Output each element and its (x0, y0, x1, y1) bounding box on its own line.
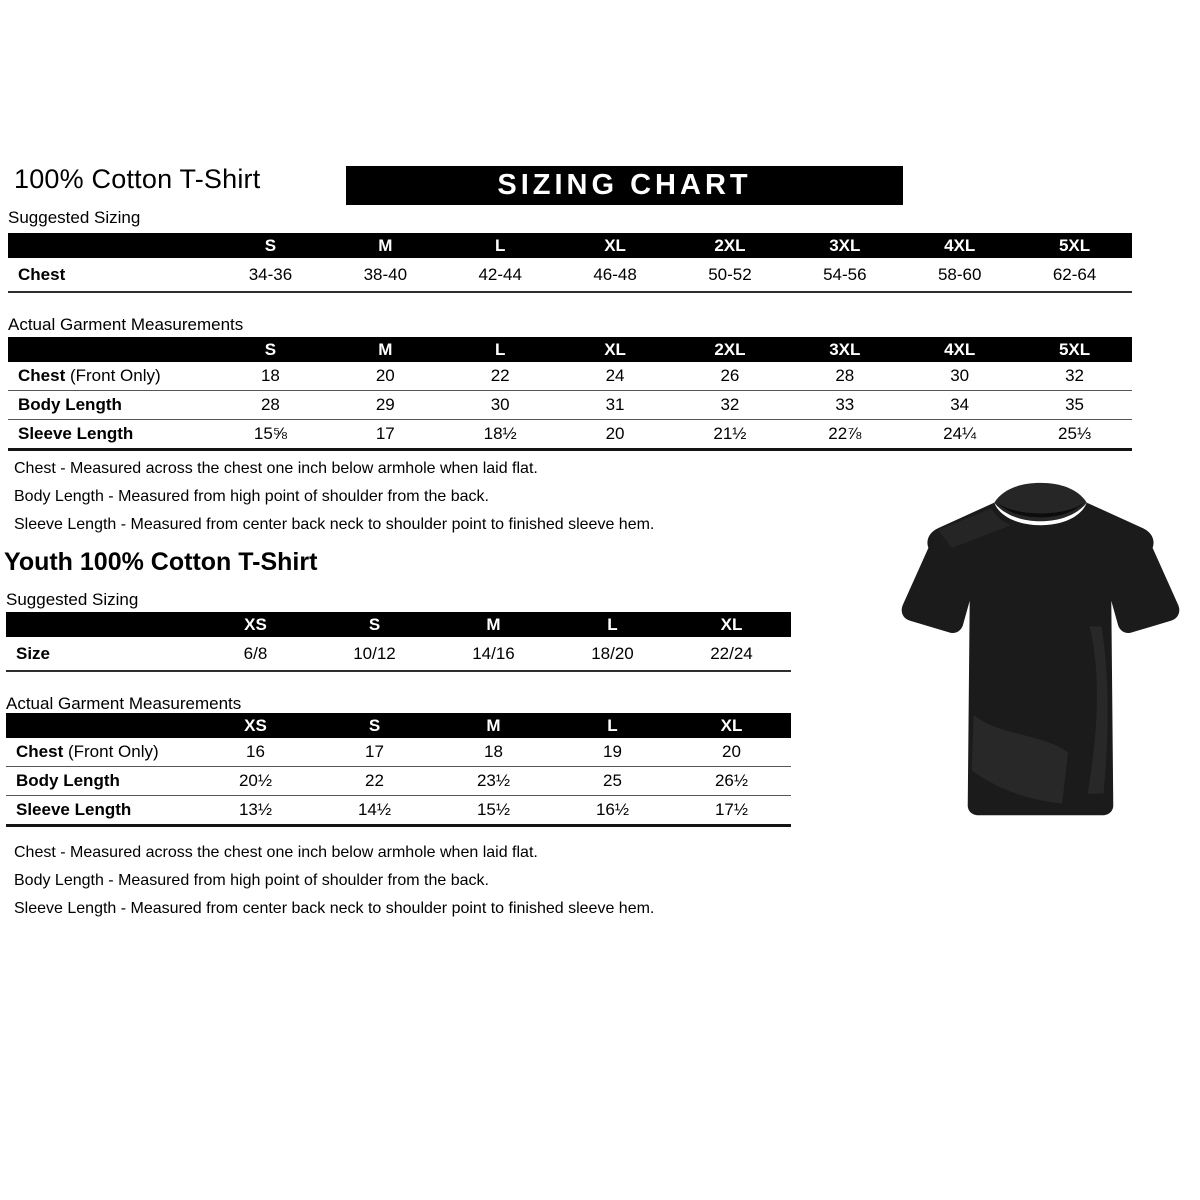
measurement-cell: 20½ (196, 767, 315, 796)
size-header: L (553, 713, 672, 738)
measurement-cell: 22 (315, 767, 434, 796)
size-header: M (434, 612, 553, 637)
size-header: S (315, 612, 434, 637)
measurement-cell: 19 (553, 738, 672, 767)
row-label (6, 767, 196, 796)
measurement-cell: 17½ (672, 796, 791, 826)
measurement-cell: 15⅝ (213, 420, 328, 450)
measurement-cell: 31 (558, 391, 673, 420)
chest-row (8, 362, 1132, 391)
size-header: XL (558, 337, 673, 362)
size-header: XL (672, 713, 791, 738)
measurement-cell: 32 (673, 391, 788, 420)
measurement-cell: 18/20 (553, 637, 672, 671)
black-t-shirt-image (893, 477, 1188, 835)
measurement-cell: 20 (558, 420, 673, 450)
measurement-cell: 23½ (434, 767, 553, 796)
size-header-row (8, 233, 1132, 258)
row-label-main: Chest (18, 366, 66, 385)
body-length-row (6, 767, 791, 796)
measurement-cell: 26 (673, 362, 788, 391)
size-header: 2XL (673, 233, 788, 258)
measurement-cell: 25 (553, 767, 672, 796)
row-label-main: Sleeve Length (16, 800, 132, 819)
size-header: L (443, 337, 558, 362)
size-header: 5XL (1017, 337, 1132, 362)
size-header: 4XL (902, 233, 1017, 258)
row-label: Size (6, 637, 196, 671)
measurement-cell: 13½ (196, 796, 315, 826)
row-label-suffix: (Front Only) (63, 742, 159, 761)
header-spacer (8, 233, 213, 258)
row-label-main: Sleeve Length (18, 424, 134, 443)
size-header-row (6, 713, 791, 738)
measurement-cell: 20 (672, 738, 791, 767)
row-label (8, 362, 213, 391)
measurement-cell: 26½ (672, 767, 791, 796)
measurement-cell: 30 (902, 362, 1017, 391)
size-header: 3XL (787, 337, 902, 362)
measurement-cell: 32 (1017, 362, 1132, 391)
measurement-note: Sleeve Length - Measured from center back neck to shoulder point to finished sleeve hem. (14, 900, 655, 917)
size-header: 2XL (673, 337, 788, 362)
measurement-cell: 46-48 (558, 258, 673, 292)
youth-garment-heading: Actual Garment Measurements (6, 694, 242, 713)
measurement-cell: 18 (434, 738, 553, 767)
size-header: 3XL (787, 233, 902, 258)
measurement-cell: 14/16 (434, 637, 553, 671)
size-header: XS (196, 713, 315, 738)
body-length-row (8, 391, 1132, 420)
measurement-cell: 35 (1017, 391, 1132, 420)
measurement-note: Chest - Measured across the chest one inch below armhole when laid flat. (14, 844, 538, 861)
chest-row (8, 258, 1132, 292)
size-header-row (6, 612, 791, 637)
adult-suggested-table (8, 233, 1132, 293)
measurement-cell: 16½ (553, 796, 672, 826)
sizing-chart-banner: SIZING CHART (346, 166, 903, 205)
header-spacer (8, 337, 213, 362)
measurement-cell: 17 (328, 420, 443, 450)
adult-garment-heading: Actual Garment Measurements (8, 315, 244, 334)
measurement-cell: 24¼ (902, 420, 1017, 450)
measurement-cell: 50-52 (673, 258, 788, 292)
row-label-suffix: (Front Only) (65, 366, 161, 385)
measurement-cell: 6/8 (196, 637, 315, 671)
size-header: S (315, 713, 434, 738)
row-label-main: Chest (16, 742, 64, 761)
measurement-cell: 22/24 (672, 637, 791, 671)
measurement-cell: 18 (213, 362, 328, 391)
youth-suggested-table (6, 612, 791, 672)
size-row (6, 637, 791, 671)
row-label (8, 420, 213, 450)
measurement-cell: 25⅓ (1017, 420, 1132, 450)
row-label-main: Body Length (18, 395, 122, 414)
measurement-cell: 29 (328, 391, 443, 420)
measurement-cell: 22 (443, 362, 558, 391)
row-label (6, 796, 196, 826)
measurement-cell: 38-40 (328, 258, 443, 292)
measurement-cell: 22⅞ (787, 420, 902, 450)
youth-title: Youth 100% Cotton T-Shirt (4, 548, 318, 576)
size-header: S (213, 337, 328, 362)
measurement-cell: 34 (902, 391, 1017, 420)
row-label (6, 738, 196, 767)
row-label-main: Body Length (16, 771, 120, 790)
sleeve-length-row (8, 420, 1132, 450)
sleeve-length-row (6, 796, 791, 826)
measurement-cell: 18½ (443, 420, 558, 450)
size-header: XL (558, 233, 673, 258)
size-header: XS (196, 612, 315, 637)
measurement-note: Sleeve Length - Measured from center back neck to shoulder point to finished sleeve hem. (14, 516, 655, 533)
size-header: 5XL (1017, 233, 1132, 258)
measurement-cell: 16 (196, 738, 315, 767)
header-spacer (6, 612, 196, 637)
measurement-cell: 15½ (434, 796, 553, 826)
measurement-note: Body Length - Measured from high point of shoulder from the back. (14, 488, 489, 505)
measurement-cell: 33 (787, 391, 902, 420)
adult-garment-table (8, 337, 1132, 451)
measurement-cell: 30 (443, 391, 558, 420)
header-spacer (6, 713, 196, 738)
youth-suggested-heading: Suggested Sizing (6, 590, 139, 609)
measurement-cell: 20 (328, 362, 443, 391)
measurement-cell: 58-60 (902, 258, 1017, 292)
size-header: M (328, 233, 443, 258)
measurement-cell: 54-56 (787, 258, 902, 292)
size-header: M (328, 337, 443, 362)
measurement-cell: 34-36 (213, 258, 328, 292)
adult-suggested-heading: Suggested Sizing (8, 208, 141, 227)
row-label: Chest (8, 258, 213, 292)
measurement-note: Body Length - Measured from high point of shoulder from the back. (14, 872, 489, 889)
measurement-cell: 28 (213, 391, 328, 420)
chest-row (6, 738, 791, 767)
measurement-cell: 14½ (315, 796, 434, 826)
row-label (8, 391, 213, 420)
measurement-cell: 42-44 (443, 258, 558, 292)
measurement-cell: 21½ (673, 420, 788, 450)
size-header: 4XL (902, 337, 1017, 362)
measurement-cell: 24 (558, 362, 673, 391)
size-header: L (443, 233, 558, 258)
size-header: S (213, 233, 328, 258)
youth-garment-table (6, 713, 791, 827)
measurement-note: Chest - Measured across the chest one inch below armhole when laid flat. (14, 460, 538, 477)
size-header: M (434, 713, 553, 738)
measurement-cell: 17 (315, 738, 434, 767)
measurement-cell: 62-64 (1017, 258, 1132, 292)
size-header-row (8, 337, 1132, 362)
size-header: L (553, 612, 672, 637)
size-header: XL (672, 612, 791, 637)
measurement-cell: 10/12 (315, 637, 434, 671)
measurement-cell: 28 (787, 362, 902, 391)
adult-title: 100% Cotton T-Shirt (14, 164, 261, 194)
